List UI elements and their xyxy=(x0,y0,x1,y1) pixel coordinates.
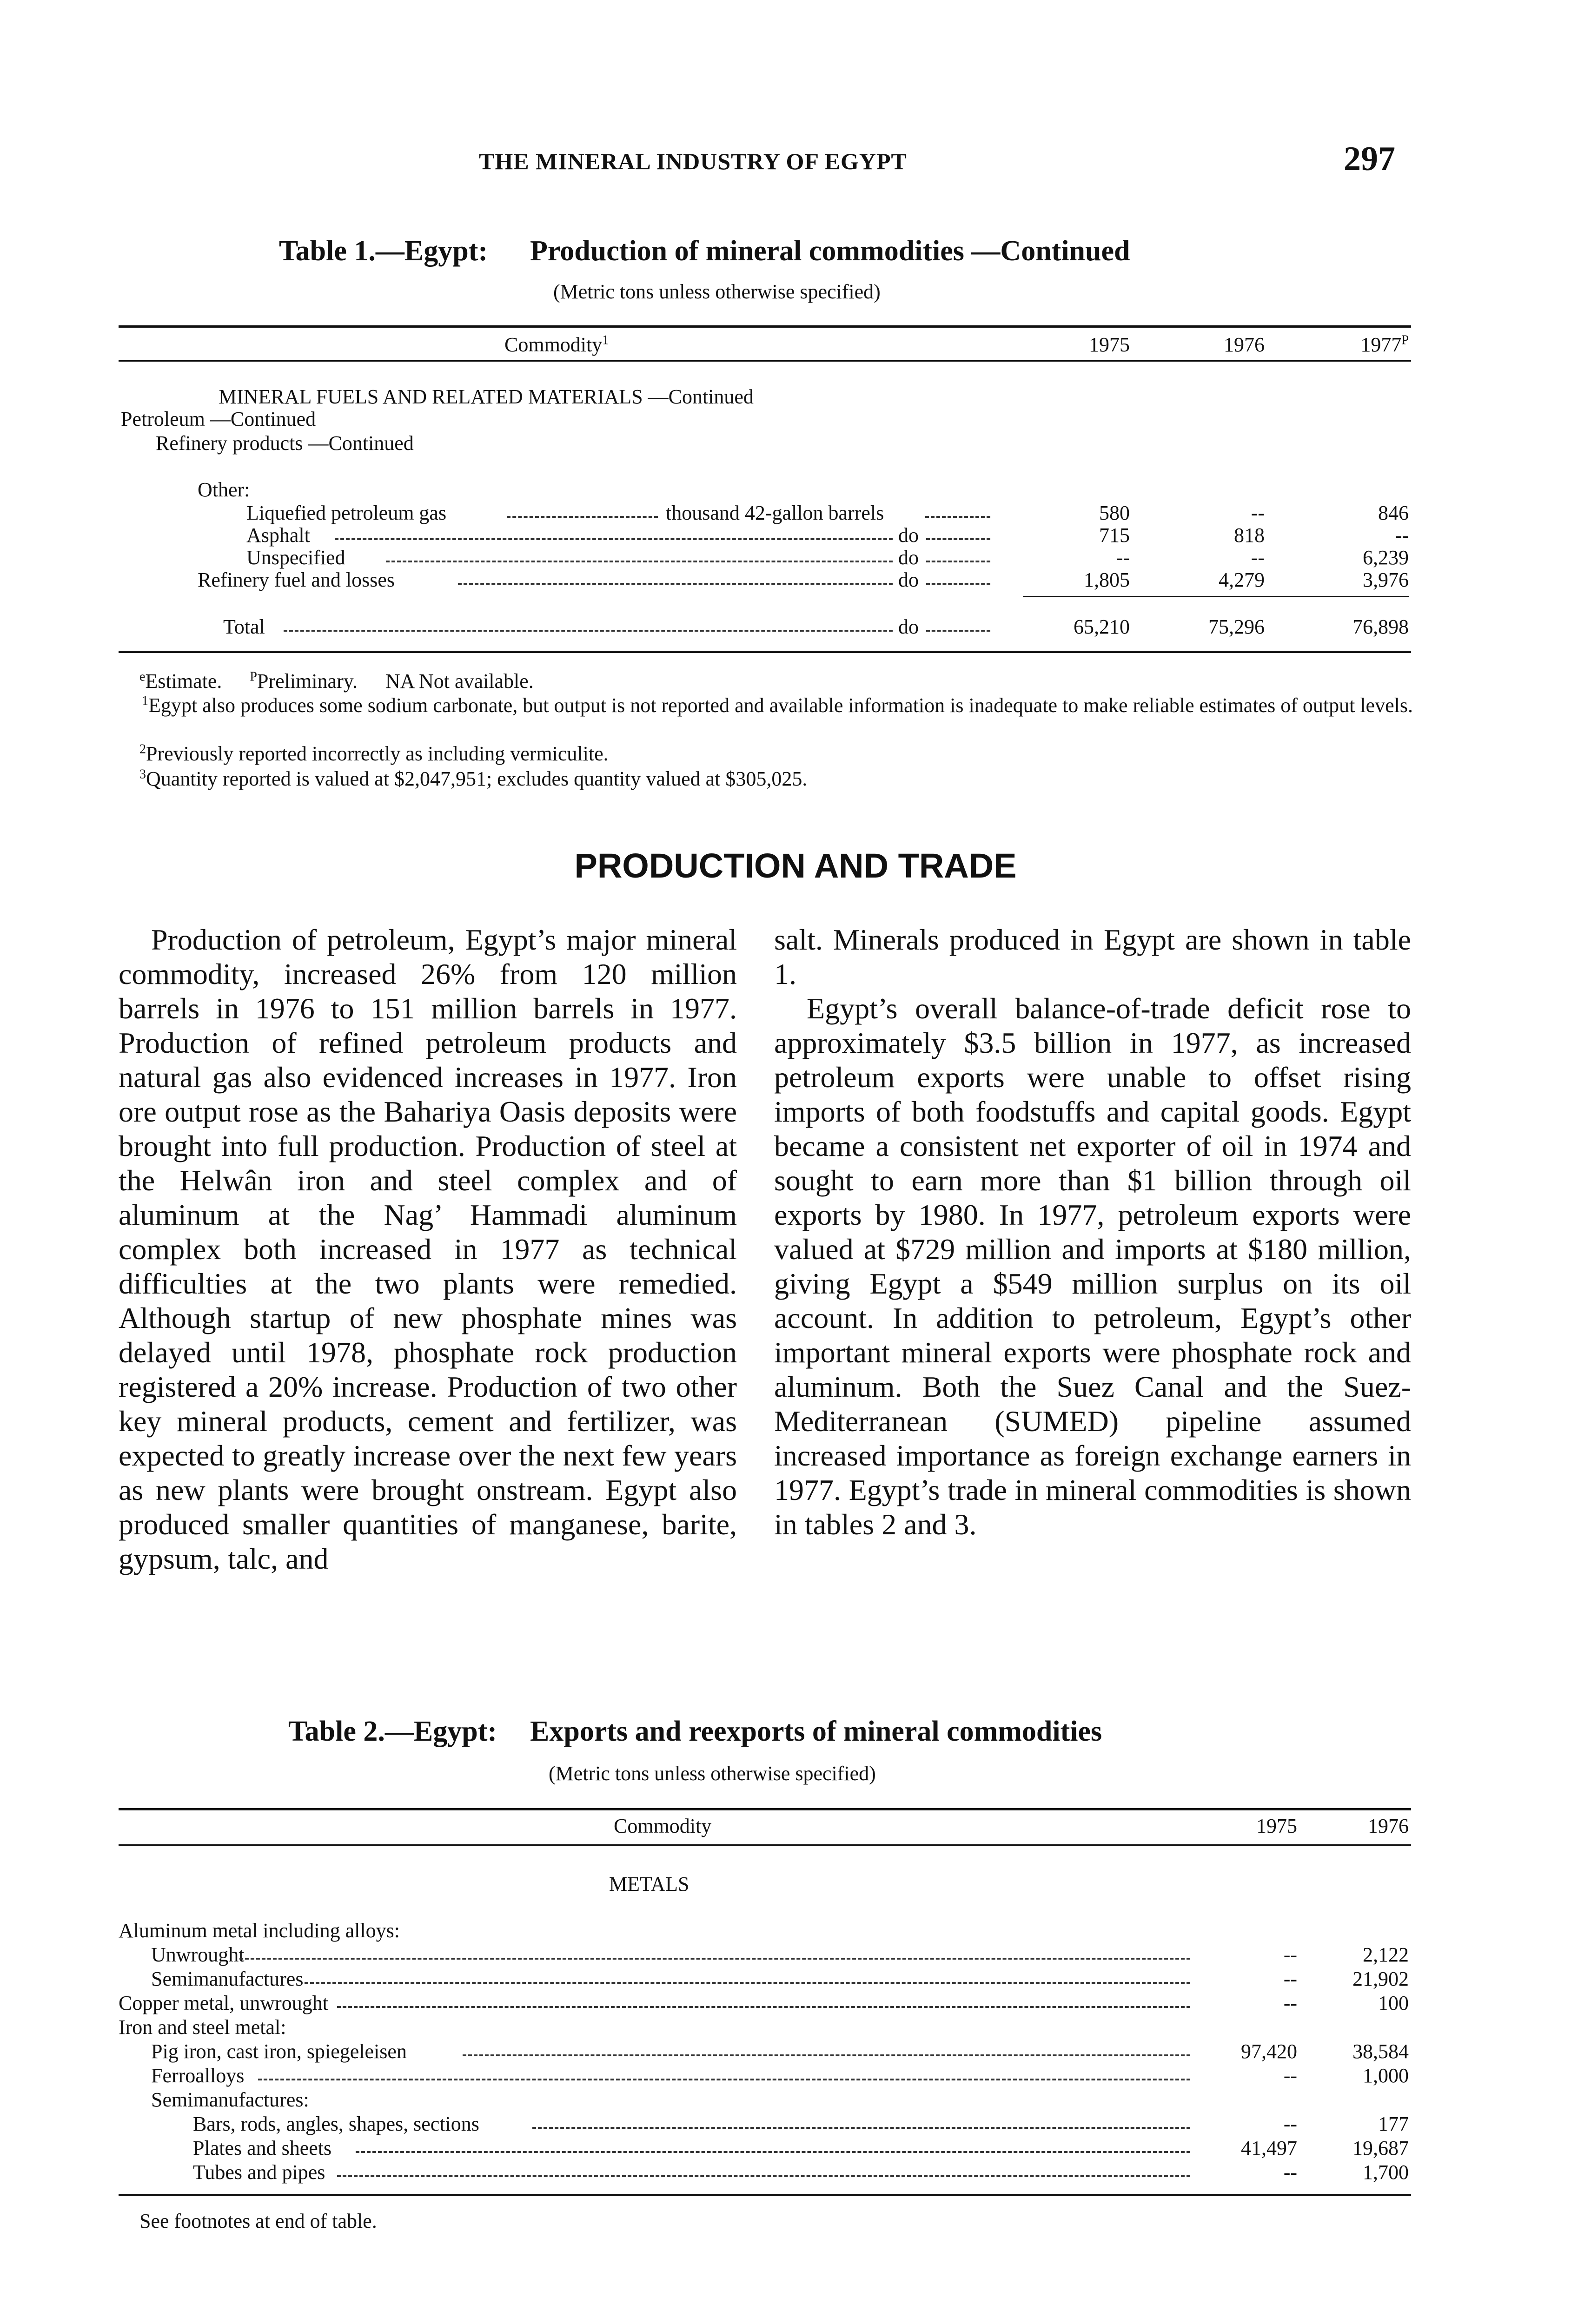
table-1-value-1975: 715 xyxy=(1099,524,1130,547)
table-1-caption-label: Table 1.—Egypt: xyxy=(279,235,488,267)
running-head-title: THE MINERAL INDUSTRY OF EGYPT xyxy=(479,148,907,174)
table-1-group-petroleum: Petroleum —Continued xyxy=(121,408,316,430)
table-2-row-label: Copper metal, unwrought xyxy=(119,1992,328,2014)
table-1-row-label: Asphalt xyxy=(246,524,310,547)
dotted-leader xyxy=(386,561,893,562)
table-2-caption xyxy=(288,1715,1102,1748)
dotted-leader xyxy=(926,630,990,632)
table-1-row-label: Unspecified xyxy=(246,546,345,569)
table-2-header-1975: 1975 xyxy=(1256,1815,1297,1837)
table-1-value-1975: 1,805 xyxy=(1084,568,1130,591)
table-1-footnote-legend: $^e$Estimate. $^P$Preliminary. NA Not available. xyxy=(139,669,534,693)
table-1-total-rule xyxy=(1023,596,1409,597)
table-1-value-1976: 818 xyxy=(1234,524,1265,547)
table-2-row-label: Pig iron, cast iron, spiegeleisen xyxy=(151,2040,407,2063)
table-2-value-1975: 41,497 xyxy=(1241,2137,1297,2159)
body-right-column xyxy=(774,923,1411,1542)
table-2-row-label: Semimanufactures: xyxy=(151,2088,309,2111)
table-2-bottom-rule xyxy=(119,2194,1411,2196)
table-2-row-label: Aluminum metal including alloys: xyxy=(119,1919,400,1942)
table-1-header-1976: 1976 xyxy=(1224,333,1265,356)
table-2-value-1975: -- xyxy=(1283,2113,1297,2135)
table-2-header-rule xyxy=(119,1844,1411,1846)
dotted-leader xyxy=(926,561,990,562)
table-2-value-1976: 1,000 xyxy=(1363,2064,1409,2087)
table-1-total-1976: 75,296 xyxy=(1208,615,1265,638)
table-2-footnote: See footnotes at end of table. xyxy=(139,2210,377,2232)
table-2-value-1975: -- xyxy=(1283,1992,1297,2014)
dotted-leader xyxy=(305,1982,1190,1984)
table-1-total-label: Total xyxy=(223,615,265,638)
dotted-leader xyxy=(532,2127,1190,2129)
table-1-total-1975: 65,210 xyxy=(1074,615,1130,638)
table-1-top-rule xyxy=(119,325,1411,328)
table-1-header-1975: 1975 xyxy=(1089,333,1130,356)
table-1-row-unit: do xyxy=(898,568,919,591)
table-1-header-commodity: Commodity$^1$ xyxy=(504,333,609,356)
table-1-row-label: Refinery fuel and losses xyxy=(198,568,395,591)
table-2-row-label: Unwrought xyxy=(151,1943,245,1966)
table-1-value-1977: 6,239 xyxy=(1363,546,1409,569)
table-1-footnote-2: $^2$Previously reported incorrectly as including vermiculite. xyxy=(139,742,609,765)
table-1-total-unit: do xyxy=(898,615,919,638)
table-1-row-unit: do xyxy=(898,524,919,547)
dotted-leader xyxy=(925,516,990,518)
table-2-value-1976: 19,687 xyxy=(1352,2137,1409,2159)
table-2-top-rule xyxy=(119,1808,1411,1810)
table-2-caption-label: Table 2.—Egypt: xyxy=(288,1716,497,1747)
table-2-value-1975: -- xyxy=(1283,2161,1297,2184)
table-1-header-rule xyxy=(119,360,1411,362)
table-2-value-1976: 38,584 xyxy=(1352,2040,1409,2063)
table-1-row-unit: do xyxy=(898,546,919,569)
table-2-row-label: Semimanufactures xyxy=(151,1967,304,1990)
table-2-row-label: Tubes and pipes xyxy=(193,2161,325,2184)
table-2-row-label: Plates and sheets xyxy=(193,2137,332,2159)
dotted-leader xyxy=(258,2079,1190,2080)
table-2-row-label: Ferroalloys xyxy=(151,2064,245,2087)
table-2-row-label: Iron and steel metal: xyxy=(119,2016,286,2039)
table-2-value-1975: -- xyxy=(1283,2064,1297,2087)
dotted-leader xyxy=(926,583,990,585)
table-1-caption xyxy=(279,235,1130,268)
table-2-caption-title: Exports and reexports of mineral commodities xyxy=(530,1716,1102,1747)
table-1-value-1975: 580 xyxy=(1099,502,1130,524)
dotted-leader xyxy=(463,2054,1190,2056)
table-1-header-1977: $1977^P$ xyxy=(1360,333,1409,356)
table-2-value-1975: 97,420 xyxy=(1241,2040,1297,2063)
table-1-footnote-1: $^1$Egypt also produces some sodium carbonate, but output is not reported and available information is inadequate to make reliable estimates of output levels. xyxy=(142,693,1413,717)
table-2-row-label: Bars, rods, angles, shapes, sections xyxy=(193,2113,479,2135)
table-2-header-1976: 1976 xyxy=(1368,1815,1409,1837)
body-paragraph: Egypt’s overall balance-of-trade deficit rose to approximately $3.5 billion in 1977, as increased petroleum exports were unable to offset rising imports of both foodstuffs and capital goods. Egypt became a consistent net exporter of oil in 1974 and sought to earn more than $1 billion through oil exports by 1980. In 1977, petroleum exports were valued at $729 million and imports at $180 million, giving Egypt a $549 million surplus on its oil account. In addition to petroleum, Egypt’s other important mineral exports were phosphate rock and aluminum. Both the Suez Canal and the Suez-Mediterranean (SUMED) pipeline assumed increased importance as foreign exchange earners in 1977. Egypt’s trade in mineral commodities is shown in tables 2 and 3. xyxy=(774,992,1411,1541)
table-1-value-1977: 3,976 xyxy=(1363,568,1409,591)
table-1-footnote-3: $^3$Quantity reported is valued at $2,047,951; excludes quantity valued at $305,025. xyxy=(139,767,808,790)
page-number: 297 xyxy=(1344,140,1395,178)
dotted-leader xyxy=(284,630,893,632)
body-paragraph: salt. Minerals produced in Egypt are shown in table 1. xyxy=(774,923,1411,990)
body-left-column xyxy=(119,923,737,1576)
table-1-subtitle: (Metric tons unless otherwise specified) xyxy=(553,280,881,303)
table-1-section-title: MINERAL FUELS AND RELATED MATERIALS —Continued xyxy=(219,385,754,408)
table-2-value-1975: -- xyxy=(1283,1943,1297,1966)
table-1-value-1976: 4,279 xyxy=(1219,568,1265,591)
table-1-caption-title: Production of mineral commodities —Continued xyxy=(530,235,1130,267)
table-1-value-1975: -- xyxy=(1116,546,1130,569)
table-2-value-1976: 2,122 xyxy=(1363,1943,1409,1966)
table-2-subtitle: (Metric tons unless otherwise specified) xyxy=(549,1762,876,1785)
dotted-leader xyxy=(926,538,990,540)
table-1-value-1977: 846 xyxy=(1378,502,1409,524)
table-2-value-1975: -- xyxy=(1283,1967,1297,1990)
table-1-value-1977: -- xyxy=(1395,524,1409,547)
dotted-leader xyxy=(356,2151,1190,2153)
dotted-leader xyxy=(239,1958,1190,1960)
table-1-value-1976: -- xyxy=(1251,502,1265,524)
table-2-value-1976: 177 xyxy=(1378,2113,1409,2135)
body-paragraph: Production of petroleum, Egypt’s major mineral commodity, increased 26% from 120 million barrels in 1976 to 151 million barrels in 1977. Production of refined petroleum products and natural gas also evidenced increases in 1977. Iron ore output rose as the Bahariya Oasis deposits were brought into full production. Production of steel at the Helwân iron and steel complex and of aluminum at the Nag’ Hammadi aluminum complex both increased in 1977 as technical difficulties at the two plants were remedied. Although startup of new phosphate mines was delayed until 1978, phosphate rock production registered a 20% increase. Production of two other key mineral products, cement and fertilizer, was expected to greatly increase over the next few years as new plants were brought onstream. Egypt also produced smaller quantities of manganese, barite, gypsum, talc, and xyxy=(119,923,737,1575)
table-2-header-commodity: Commodity xyxy=(614,1815,712,1837)
dotted-leader xyxy=(507,516,658,518)
table-1-row-unit: thousand 42-gallon barrels xyxy=(666,502,884,524)
dotted-leader xyxy=(458,583,893,585)
dotted-leader xyxy=(335,538,893,540)
table-2-value-1976: 21,902 xyxy=(1352,1967,1409,1990)
table-1-other-label: Other: xyxy=(198,478,250,501)
dotted-leader xyxy=(337,2175,1190,2177)
running-head xyxy=(0,139,1591,177)
table-2-value-1976: 100 xyxy=(1378,1992,1409,2014)
table-2-section-title: METALS xyxy=(609,1873,689,1895)
table-2-value-1976: 1,700 xyxy=(1363,2161,1409,2184)
table-1-value-1976: -- xyxy=(1251,546,1265,569)
section-heading: PRODUCTION AND TRADE xyxy=(574,846,1017,885)
table-1-total-1977: 76,898 xyxy=(1352,615,1409,638)
dotted-leader xyxy=(337,2006,1190,2008)
table-1-group-refinery: Refinery products —Continued xyxy=(156,432,414,455)
table-1-bottom-rule xyxy=(119,651,1411,653)
table-1-row-label: Liquefied petroleum gas xyxy=(246,502,447,524)
